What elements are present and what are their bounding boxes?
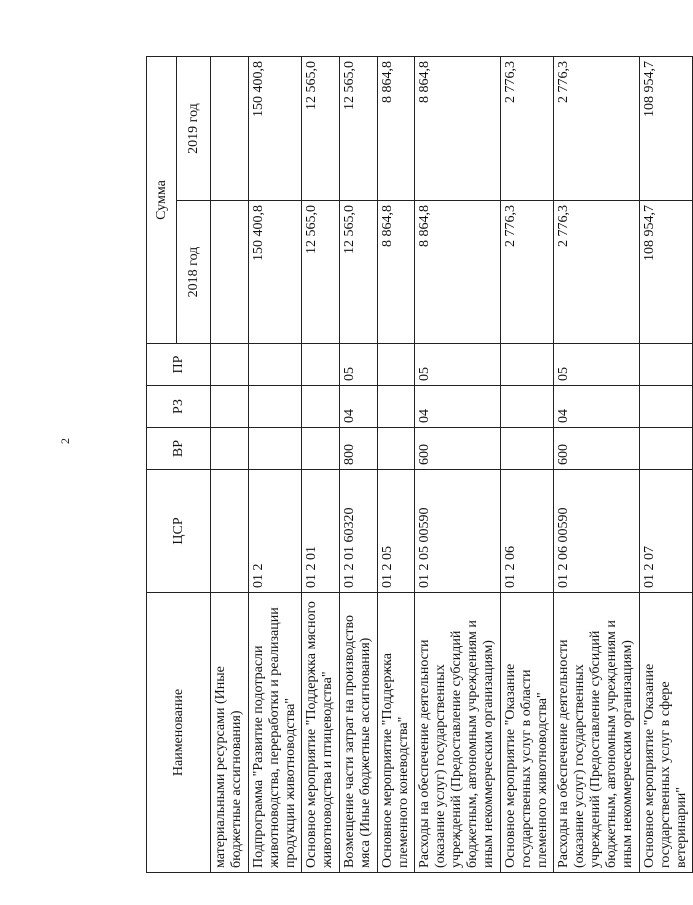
cell-csr (211, 470, 249, 593)
cell-2018: 12 565,0 (340, 201, 378, 344)
cell-2018: 2 776,3 (501, 201, 554, 344)
cell-vr (302, 428, 340, 470)
cell-csr: 01 2 05 00590 (415, 470, 501, 593)
cell-vr: 600 (415, 428, 501, 470)
cell-vr (640, 428, 693, 470)
cell-csr: 01 2 01 60320 (340, 470, 378, 593)
cell-vr: 800 (340, 428, 378, 470)
cell-2018: 150 400,8 (249, 201, 302, 344)
table-row (302, 57, 340, 873)
cell-2018 (211, 201, 249, 344)
cell-pr (378, 344, 415, 386)
cell-csr: 01 2 01 (302, 470, 340, 593)
rotated-table-area (146, 57, 689, 873)
header-pr: ПР (147, 344, 211, 386)
cell-name: материальными ресурсами (Иные бюджетные ассигнования) (211, 593, 249, 873)
cell-2019: 2 776,3 (554, 57, 640, 201)
table-row (249, 57, 302, 873)
cell-pr (501, 344, 554, 386)
cell-2019: 2 776,3 (501, 57, 554, 201)
cell-name: Подпрограмма "Развитие подотрасли животноводства, переработки и реализации продукции животноводства" (249, 593, 302, 873)
cell-2018: 12 565,0 (302, 201, 340, 344)
cell-vr: 600 (554, 428, 640, 470)
header-rz: РЗ (147, 386, 211, 428)
table-row (378, 57, 415, 873)
cell-rz (640, 386, 693, 428)
cell-vr (378, 428, 415, 470)
cell-2019: 12 565,0 (340, 57, 378, 201)
cell-2019: 150 400,8 (249, 57, 302, 201)
header-vr: ВР (147, 428, 211, 470)
header-year-2019: 2019 год (177, 57, 211, 201)
cell-csr: 01 2 06 (501, 470, 554, 593)
cell-csr: 01 2 07 (640, 470, 693, 593)
table-row (340, 57, 378, 873)
cell-rz (211, 386, 249, 428)
table-row (211, 57, 249, 873)
table-row (501, 57, 554, 873)
cell-2019: 8 864,8 (415, 57, 501, 201)
cell-rz (501, 386, 554, 428)
cell-rz (378, 386, 415, 428)
cell-pr (249, 344, 302, 386)
cell-2018: 8 864,8 (378, 201, 415, 344)
table-row (640, 57, 693, 873)
cell-2019: 12 565,0 (302, 57, 340, 201)
cell-2019: 108 954,7 (640, 57, 693, 201)
header-sum: Сумма (147, 57, 177, 344)
cell-csr: 01 2 05 (378, 470, 415, 593)
cell-name: Расходы на обеспечение деятельности (оказание услуг) государственных учреждений (Предоставление субсидий бюджетным, автономным учреждениям и иным некоммерческим организациям) (554, 593, 640, 873)
cell-2018: 2 776,3 (554, 201, 640, 344)
cell-2018: 108 954,7 (640, 201, 693, 344)
cell-rz: 04 (340, 386, 378, 428)
cell-pr (640, 344, 693, 386)
cell-name: Расходы на обеспечение деятельности (оказание услуг) государственных учреждений (Предоставление субсидий бюджетным, автономным учреждениям и иным некоммерческим организациям) (415, 593, 501, 873)
header-csr: ЦСР (147, 470, 211, 593)
cell-name: Основное мероприятие "Поддержка племенного коневодства" (378, 593, 415, 873)
table-row (415, 57, 501, 873)
budget-table (146, 56, 693, 873)
page-number: 2 (58, 438, 72, 444)
cell-csr: 01 2 06 00590 (554, 470, 640, 593)
cell-vr (249, 428, 302, 470)
cell-pr: 05 (554, 344, 640, 386)
cell-rz (249, 386, 302, 428)
cell-2018: 8 864,8 (415, 201, 501, 344)
cell-name: Основное мероприятие "Оказание государственных услуг в области племенного животноводства" (501, 593, 554, 873)
cell-2019: 8 864,8 (378, 57, 415, 201)
cell-pr (211, 344, 249, 386)
header-name: Наименование (147, 593, 211, 873)
cell-vr (501, 428, 554, 470)
cell-name: Возмещение части затрат на производство мяса (Иные бюджетные ассигнования) (340, 593, 378, 873)
table-row (554, 57, 640, 873)
cell-vr (211, 428, 249, 470)
cell-name: Основное мероприятие "Поддержка мясного животноводства и птицеводства" (302, 593, 340, 873)
cell-csr: 01 2 (249, 470, 302, 593)
cell-rz: 04 (415, 386, 501, 428)
cell-2019 (211, 57, 249, 201)
cell-pr: 05 (415, 344, 501, 386)
cell-name: Основное мероприятие "Оказание государственных услуг в сфере ветеринарии" (640, 593, 693, 873)
header-year-2018: 2018 год (177, 201, 211, 344)
cell-pr: 05 (340, 344, 378, 386)
cell-rz (302, 386, 340, 428)
cell-pr (302, 344, 340, 386)
cell-rz: 04 (554, 386, 640, 428)
